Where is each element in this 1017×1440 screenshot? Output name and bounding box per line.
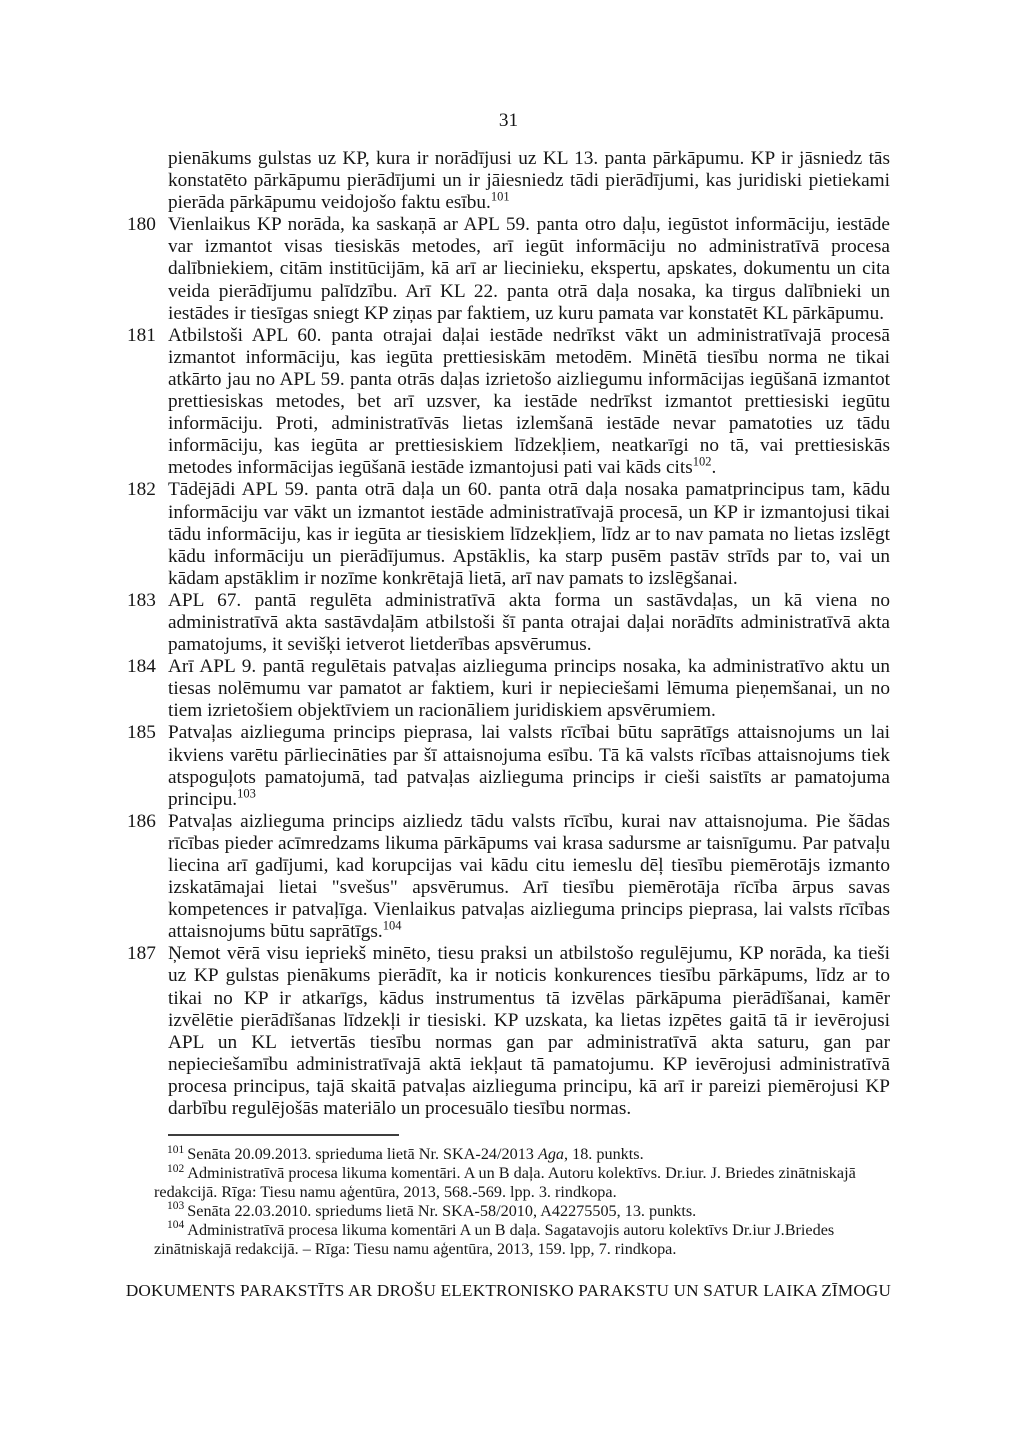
paragraph-number: 184: [127, 656, 156, 678]
paragraph-186: [127, 811, 890, 944]
paragraph-text: [168, 325, 890, 480]
paragraph-text: [168, 722, 890, 810]
paragraph-185: [127, 722, 890, 810]
paragraph-text-main: Patvaļas aizlieguma princips aizliedz tādu valsts rīcību, kurai nav attaisnojuma. Pie šādas rīcības pieder acīmredzams likuma pārkāpums vai krasa sadursme ar taisnīgumu. Par patvaļu liecina arī gadījumi, kad korupcijas vai kādu citu iemeslu dēļ tiesību piemērotājs izmanto izskatāmajai lietai "svešus" apsvērumus. Arī tiesību piemērotāja rīcība ārpus savas kompetences ir patvaļīga. Vienlaikus patvaļas aizlieguma princips pieprasa, lai valsts rīcības attaisnojums būtu saprātīgs.: [168, 810, 890, 943]
paragraph-183: [127, 590, 890, 656]
footnote-number: 104: [167, 1219, 185, 1232]
footnote-104: [127, 1221, 890, 1259]
paragraph-number: 185: [127, 722, 156, 744]
footnote-103: [127, 1202, 890, 1221]
paragraph-text-main: Tādējādi APL 59. panta otrā daļa un 60. panta otrā daļa nosaka pamatprincipus tam, kādu informāciju var vākt un izmantot iestāde administratīvajā procesā, un KP ir izmantojusi tikai tādu informāciju, kas ir iegūta ar tiesiskiem līdzekļiem, līdz ar to nav pamata no lietas izslēgt kādu informāciju un pierādījumus. Apstāklis, ka starp pusēm pastāv strīds par to, vai un kādam apstāklim ir nozīme konkrētajā lietā, arī nav pamats to izslēgšanai.: [168, 479, 890, 589]
footnote-text-italic: Aga: [537, 1145, 565, 1164]
paragraph-number: 187: [127, 943, 156, 965]
footnotes-section: [127, 1134, 890, 1258]
paragraph-number: 186: [127, 810, 156, 832]
footnote-ref: 101: [490, 189, 510, 204]
paragraph-text: [168, 656, 890, 722]
paragraph-text: [168, 943, 890, 1120]
page-number: 31: [498, 110, 519, 131]
paragraph-number: 180: [127, 214, 156, 236]
footnote-text: Senāta 22.03.2010. spriedums lietā Nr. SKA-58/2010, A42275505, 13. punkts.: [187, 1201, 697, 1220]
footnote-ref: 104: [382, 918, 402, 933]
paragraph-184: [127, 656, 890, 722]
paragraph-text-main: pienākums gulstas uz KP, kura ir norādījusi uz KL 13. panta pārkāpumu. KP ir jāsniedz tās konstatēto pārkāpumu pierādījumi un ir jāiesniedz tādi pierādījumi, kas juridiski pietiekami pierāda pārkāpumu veidojošo faktu esību.: [168, 148, 890, 214]
paragraph-text-tail: .: [711, 457, 717, 479]
paragraph-number: 183: [127, 589, 156, 611]
footnote-number: 102: [167, 1162, 185, 1175]
paragraph-text-main: Arī APL 9. pantā regulētais patvaļas aizlieguma princips nosaka, ka administratīvo aktu un tiesas nolēmumu var pamatot ar faktiem, kuri ir nepieciešami lēmuma pieņemšanai, un no tiem izrietošiem objektīviem un racionāliem juridiskiem apsvērumiem.: [168, 656, 890, 722]
paragraph-182: [127, 479, 890, 589]
footnote-ref: 103: [237, 786, 256, 801]
footnote-101: [127, 1145, 890, 1164]
footnote-text-tail: , 18. punkts.: [564, 1145, 644, 1164]
footnote-text: Administratīvā procesa likuma komentāri A un B daļa. Sagatavojis autoru kolektīvs Dr.iur J.Briedes zinātniskajā redakcijā. – Rīga: Tiesu namu aģentūra, 2013, 159. lpp, 7. rindkopa.: [154, 1220, 835, 1258]
paragraph-text: [168, 479, 890, 589]
paragraph-text: [168, 214, 890, 324]
footnote-separator: [168, 1134, 399, 1136]
paragraph-number: 181: [127, 324, 156, 346]
paragraph-continuation: [127, 148, 890, 214]
paragraph-180: [127, 214, 890, 324]
footnote-number: 101: [167, 1143, 185, 1156]
paragraph-text-main: Ņemot vērā visu iepriekš minēto, tiesu praksi un atbilstošo regulējumu, KP norāda, ka tieši uz KP gulstas pienākums pierādīt, ka ir noticis konkurences tiesību pārkāpums, līdz ar to tikai no KP ir atkarīgs, kādus instrumentus tā izvēlas pārkāpuma pierādīšanai, kamēr izvēlētie pierādīšanas līdzekļi ir tiesiski. KP uzskata, ka lietas izpētes gaitā tā ir ievērojusi APL un KL ietvertās tiesību normas gan par administratīvā akta saturu, gan par nepieciešamību administratīvajā aktā iekļaut tā pamatojumu. KP ievērojusi administratīvā procesa principus, tajā skaitā patvaļas aizlieguma principu, kā arī ir pareizi piemērojusi KP darbību regulējošās materiālo un procesuālo tiesību normas.: [168, 943, 890, 1120]
footnote-102: [127, 1164, 890, 1202]
footnote-number: 103: [167, 1200, 185, 1213]
paragraph-text-main: Vienlaikus KP norāda, ka saskaņā ar APL 59. panta otro daļu, iegūstot informāciju, iestāde var izmantot visas tiesiskās metodes, arī iegūt informāciju no administratīvā procesa dalībniekiem, citām institūcijām, kā arī ar liecinieku, ekspertu, apskates, dokumentu un cita veida pierādījumu palīdzību. Arī KL 22. panta otrā daļa nosaka, ka tirgus dalībnieki un iestādes ir tiesīgas sniegt KP ziņas par faktiem, uz kuru pamata var konstatēt KL pārkāpumu.: [168, 214, 890, 324]
paragraph-text-main: APL 67. pantā regulēta administratīvā akta forma un sastāvdaļas, un kā viena no administratīvā akta sastāvdaļām atbilstoši šī panta otrajai daļai norādīts administratīvā akta pamatojums, it sevišķi ietverot lietderības apsvērumus.: [168, 589, 890, 656]
signature-footer: DOKUMENTS PARAKSTĪTS AR DROŠU ELEKTRONISKO PARAKSTU UN SATUR LAIKA ZĪMOGU: [125, 1281, 892, 1300]
paragraph-181: [127, 325, 890, 480]
paragraph-text-main: Atbilstoši APL 60. panta otrajai daļai iestāde nedrīkst vākt un administratīvajā procesā izmantot informāciju, kas iegūta prettiesiskām metodēm. Minētā tiesību norma ne tikai atkārto jau no APL 59. panta otrās daļas izrietošo aizliegumu informācijas iegūšanā izmantot prettiesiskas metodes, bet arī uzsver, ka iestāde nedrīkst izmantot prettiesiski iegūtu informāciju. Proti, administratīvās lietas izlemšanā iestāde nevar pamatoties uz tādu informāciju, kas iegūta ar prettiesiskiem līdzekļiem, neatkarīgi no tā, vai prettiesiskās metodes informācijas iegūšanā iestāde izmantojusi pati vai kāds cits: [168, 324, 890, 479]
paragraph-text-main: Patvaļas aizlieguma princips pieprasa, lai valsts rīcībai būtu saprātīgs attaisnojums un lai ikviens varētu pārliecināties par šī attaisnojuma esību. Tā kā valsts rīcības attaisnojums tiek atspoguļots pamatojumā, tad patvaļas aizlieguma princips ir cieši saistīts ar pamatojuma principu.: [168, 722, 890, 810]
document-body: [127, 148, 890, 1120]
paragraph-text: [168, 148, 890, 214]
footnote-ref: 102: [692, 454, 712, 469]
footnote-text: Administratīvā procesa likuma komentāri. A un B daļa. Autoru kolektīvs. Dr.iur. J. Briedes zinātniskajā redakcijā. Rīga: Tiesu namu aģentūra, 2013, 568.-569. lpp. 3. rindkopa.: [154, 1164, 856, 1201]
footnote-text: Senāta 20.09.2013. sprieduma lietā Nr. SKA-24/2013: [187, 1145, 538, 1164]
paragraph-number: 182: [127, 479, 156, 501]
paragraph-text: [168, 811, 890, 944]
paragraph-text: [168, 590, 890, 656]
paragraph-187: [127, 943, 890, 1120]
